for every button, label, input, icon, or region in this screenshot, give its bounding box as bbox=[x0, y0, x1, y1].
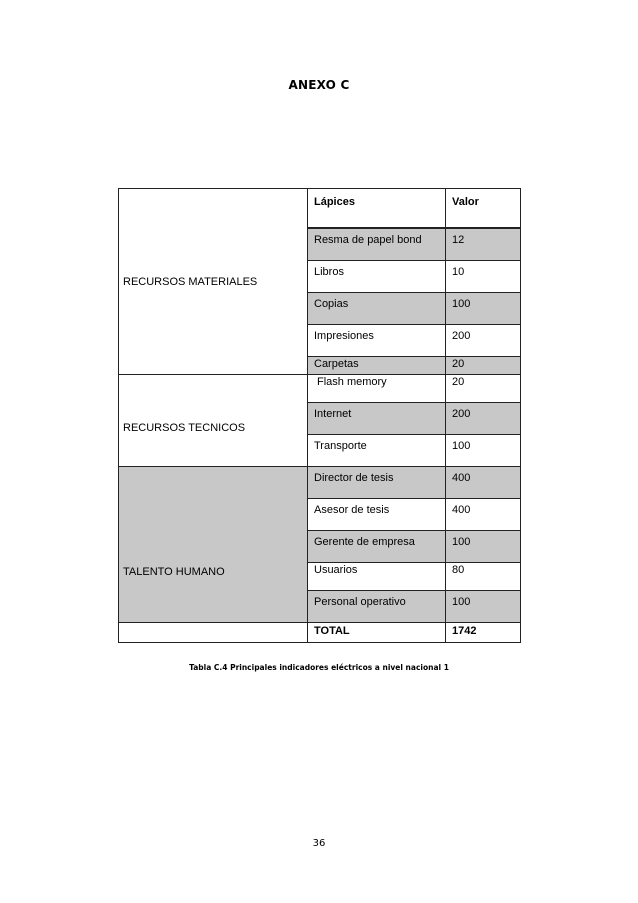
item-cell: Impresiones bbox=[308, 325, 446, 357]
value-cell: 80 bbox=[446, 563, 521, 591]
value-cell: 100 bbox=[446, 591, 521, 623]
table-row bbox=[119, 467, 521, 499]
value-cell: 12 bbox=[446, 228, 521, 261]
category-cell bbox=[119, 467, 308, 623]
page-title: ANEXO C bbox=[288, 78, 350, 92]
total-row bbox=[119, 623, 521, 643]
item-cell: Transporte bbox=[308, 435, 446, 467]
item-cell: Usuarios bbox=[308, 563, 446, 591]
empty-cell bbox=[119, 623, 308, 643]
item-cell: Libros bbox=[308, 261, 446, 293]
value-cell: 10 bbox=[446, 261, 521, 293]
category-label: RECURSOS TECNICOS bbox=[123, 421, 246, 434]
header-value: Valor bbox=[446, 189, 521, 229]
total-value: 1742 bbox=[446, 623, 521, 643]
value-cell: 100 bbox=[446, 293, 521, 325]
item-cell: Personal operativo bbox=[308, 591, 446, 623]
category-label: RECURSOS MATERIALES bbox=[123, 275, 258, 288]
value-cell: 100 bbox=[446, 531, 521, 563]
item-cell: Flash memory bbox=[308, 375, 446, 403]
page-number: 36 bbox=[312, 838, 326, 849]
item-cell: Asesor de tesis bbox=[308, 499, 446, 531]
category-label: TALENTO HUMANO bbox=[123, 566, 225, 578]
item-cell: Gerente de empresa bbox=[308, 531, 446, 563]
header-item: Lápices bbox=[308, 189, 446, 229]
category-cell bbox=[119, 189, 308, 375]
item-cell: Carpetas bbox=[308, 357, 446, 375]
value-cell: 400 bbox=[446, 499, 521, 531]
table-row bbox=[119, 189, 521, 229]
resources-table bbox=[118, 188, 521, 643]
item-cell: Director de tesis bbox=[308, 467, 446, 499]
item-cell: Resma de papel bond bbox=[308, 228, 446, 261]
value-cell: 20 bbox=[446, 375, 521, 403]
table-row bbox=[119, 375, 521, 403]
item-cell: Copias bbox=[308, 293, 446, 325]
value-cell: 200 bbox=[446, 325, 521, 357]
value-cell: 200 bbox=[446, 403, 521, 435]
value-cell: 400 bbox=[446, 467, 521, 499]
value-cell: 20 bbox=[446, 357, 521, 375]
total-label: TOTAL bbox=[308, 623, 446, 643]
table-caption: Tabla C.4 Principales indicadores eléctricos a nivel nacional 1 bbox=[189, 663, 449, 672]
value-cell: 100 bbox=[446, 435, 521, 467]
category-cell bbox=[119, 375, 308, 467]
item-cell: Internet bbox=[308, 403, 446, 435]
